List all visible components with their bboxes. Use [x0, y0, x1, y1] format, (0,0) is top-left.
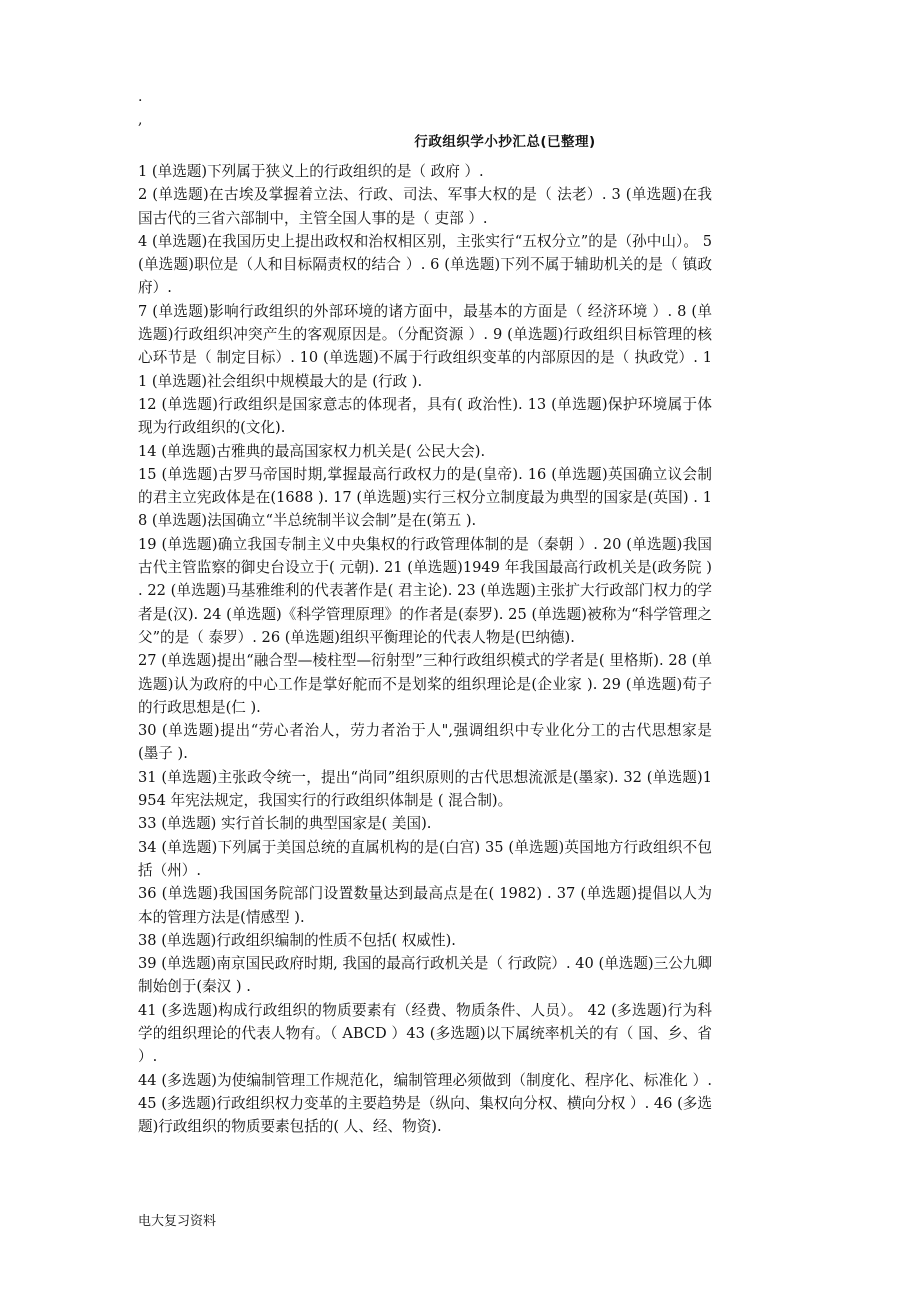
question-paragraph-5: 12 (单选题)行政组织是国家意志的体现者，具有( 政治性). 13 (单选题)保护环境属于体现为行政组织的(文化).	[138, 395, 712, 437]
question-paragraph-13: 34 (单选题)下列属于美国总统的直属机构的是(白宫) 35 (单选题)英国地方行政组织不包括（州）.	[138, 838, 712, 879]
question-paragraph-14: 36 (单选题)我国国务院部门设置数量达到最高点是在( 1982) . 37 (单选题)提倡以人为本的管理方法是(情感型 ).	[138, 885, 712, 926]
question-paragraph-7: 15 (单选题)古罗马帝国时期,掌握最高行政权力的是(皇帝). 16 (单选题)英国确立议会制的君主立宪政体是在(1688 ). 17 (单选题)实行三权分立制度最为典型的国家是(英国) . 18 (单选题)法国确立“半总统制半议会制”是在(第五 ).	[138, 465, 712, 530]
question-paragraph-8: 19 (单选题)确立我国专制主义中央集权的行政管理体制的是（秦朝 ）. 20 (单选题)我国古代主管监察的御史台设立于( 元朝). 21 (单选题)1949 年我国最高行政机关是(政务院 ) . 22 (单选题)马基雅维利的代表著作是( 君主论). 23 (单选题)主张扩大行政部门权力的学者是(汉). 24 (单选题)《科学管理原理》的作者是(泰罗). 25 (单选题)被称为“科学管理之父”的是（ 泰罗）. 26 (单选题)组织平衡理论的代表人物是(巴纳德).	[138, 535, 712, 646]
question-paragraph-17: 41 (多选题)构成行政组织的物质要素有（经费、物质条件、人员）。 42 (多选题)行为科学的组织理论的代表人物有。（ ABCD ）43 (多选题)以下属统率机关的有（ 国、乡、省 ）.	[138, 1001, 712, 1066]
document-body	[138, 160, 712, 1138]
question-paragraph-18: 44 (多选题)为使编制管理工作规范化，编制管理必须做到（制度化、程序化、标准化 ）. 45 (多选题)行政组织权力变革的主要趋势是（纵向、集权向分权、横向分权 ）. 46 (多选题)行政组织的物质要素包括的( 人、经、物资).	[138, 1071, 712, 1136]
question-paragraph-4: 7 (单选题)影响行政组织的外部环境的诸方面中，最基本的方面是（ 经济环境 ）. 8 (单选题)行政组织冲突产生的客观原因是。（分配资源 ）. 9 (单选题)行政组织目标管理的核心环节是（ 制定目标）. 10 (单选题)不属于行政组织变革的内部原因的是（ 执政党）. 11 (单选题)社会组织中规模最大的是 (行政 ).	[138, 302, 712, 390]
question-paragraph-9: 27 (单选题)提出“融合型—棱柱型—衍射型”三种行政组织模式的学者是( 里格斯). 28 (单选题)认为政府的中心工作是掌好舵而不是划桨的组织理论是(企业家 ). 29 (单选题)荀子的行政思想是(仁 ).	[138, 652, 712, 716]
question-paragraph-12: 33 (单选题) 实行首长制的典型国家是( 美国).	[138, 815, 432, 833]
document-title: 行政组织学小抄汇总(已整理)	[414, 134, 596, 150]
header-mark-dot: .	[138, 89, 143, 105]
question-paragraph-15: 38 (单选题)行政组织编制的性质不包括( 权威性).	[138, 931, 456, 949]
page-footer: 电大复习资料	[138, 1214, 217, 1229]
question-paragraph-16: 39 (单选题)南京国民政府时期, 我国的最高行政机关是（ 行政院）. 40 (单选题)三公九卿制始创于(秦汉 ) .	[138, 955, 712, 996]
header-mark-comma: ,	[138, 112, 143, 128]
question-paragraph-3: 4 (单选题)在我国历史上提出政权和治权相区别，主张实行“五权分立”的是（孙中山）。 5 (单选题)职位是（人和目标隔责权的结合 ）. 6 (单选题)下列不属于辅助机关的是（ 镇政府）.	[138, 232, 712, 297]
question-paragraph-6: 14 (单选题)古雅典的最高国家权力机关是( 公民大会).	[138, 442, 486, 460]
question-paragraph-1: 1 (单选题)下列属于狭义上的行政组织的是（ 政府 ）.	[138, 163, 484, 180]
question-paragraph-11: 31 (单选题)主张政令统一，提出“尚同”组织原则的古代思想流派是(墨家). 32 (单选题)1954 年宪法规定，我国实行的行政组织体制是 ( 混合制)。	[138, 768, 712, 810]
question-paragraph-2: 2 (单选题)在古埃及掌握着立法、行政、司法、军事大权的是（ 法老）. 3 (单选题)在我国古代的三省六部制中，主管全国人事的是（ 吏部 ）.	[138, 186, 712, 227]
question-paragraph-10: 30 (单选题)提出“劳心者治人，劳力者治于人",强调组织中专业化分工的古代思想家是 (墨子 ).	[138, 722, 712, 763]
